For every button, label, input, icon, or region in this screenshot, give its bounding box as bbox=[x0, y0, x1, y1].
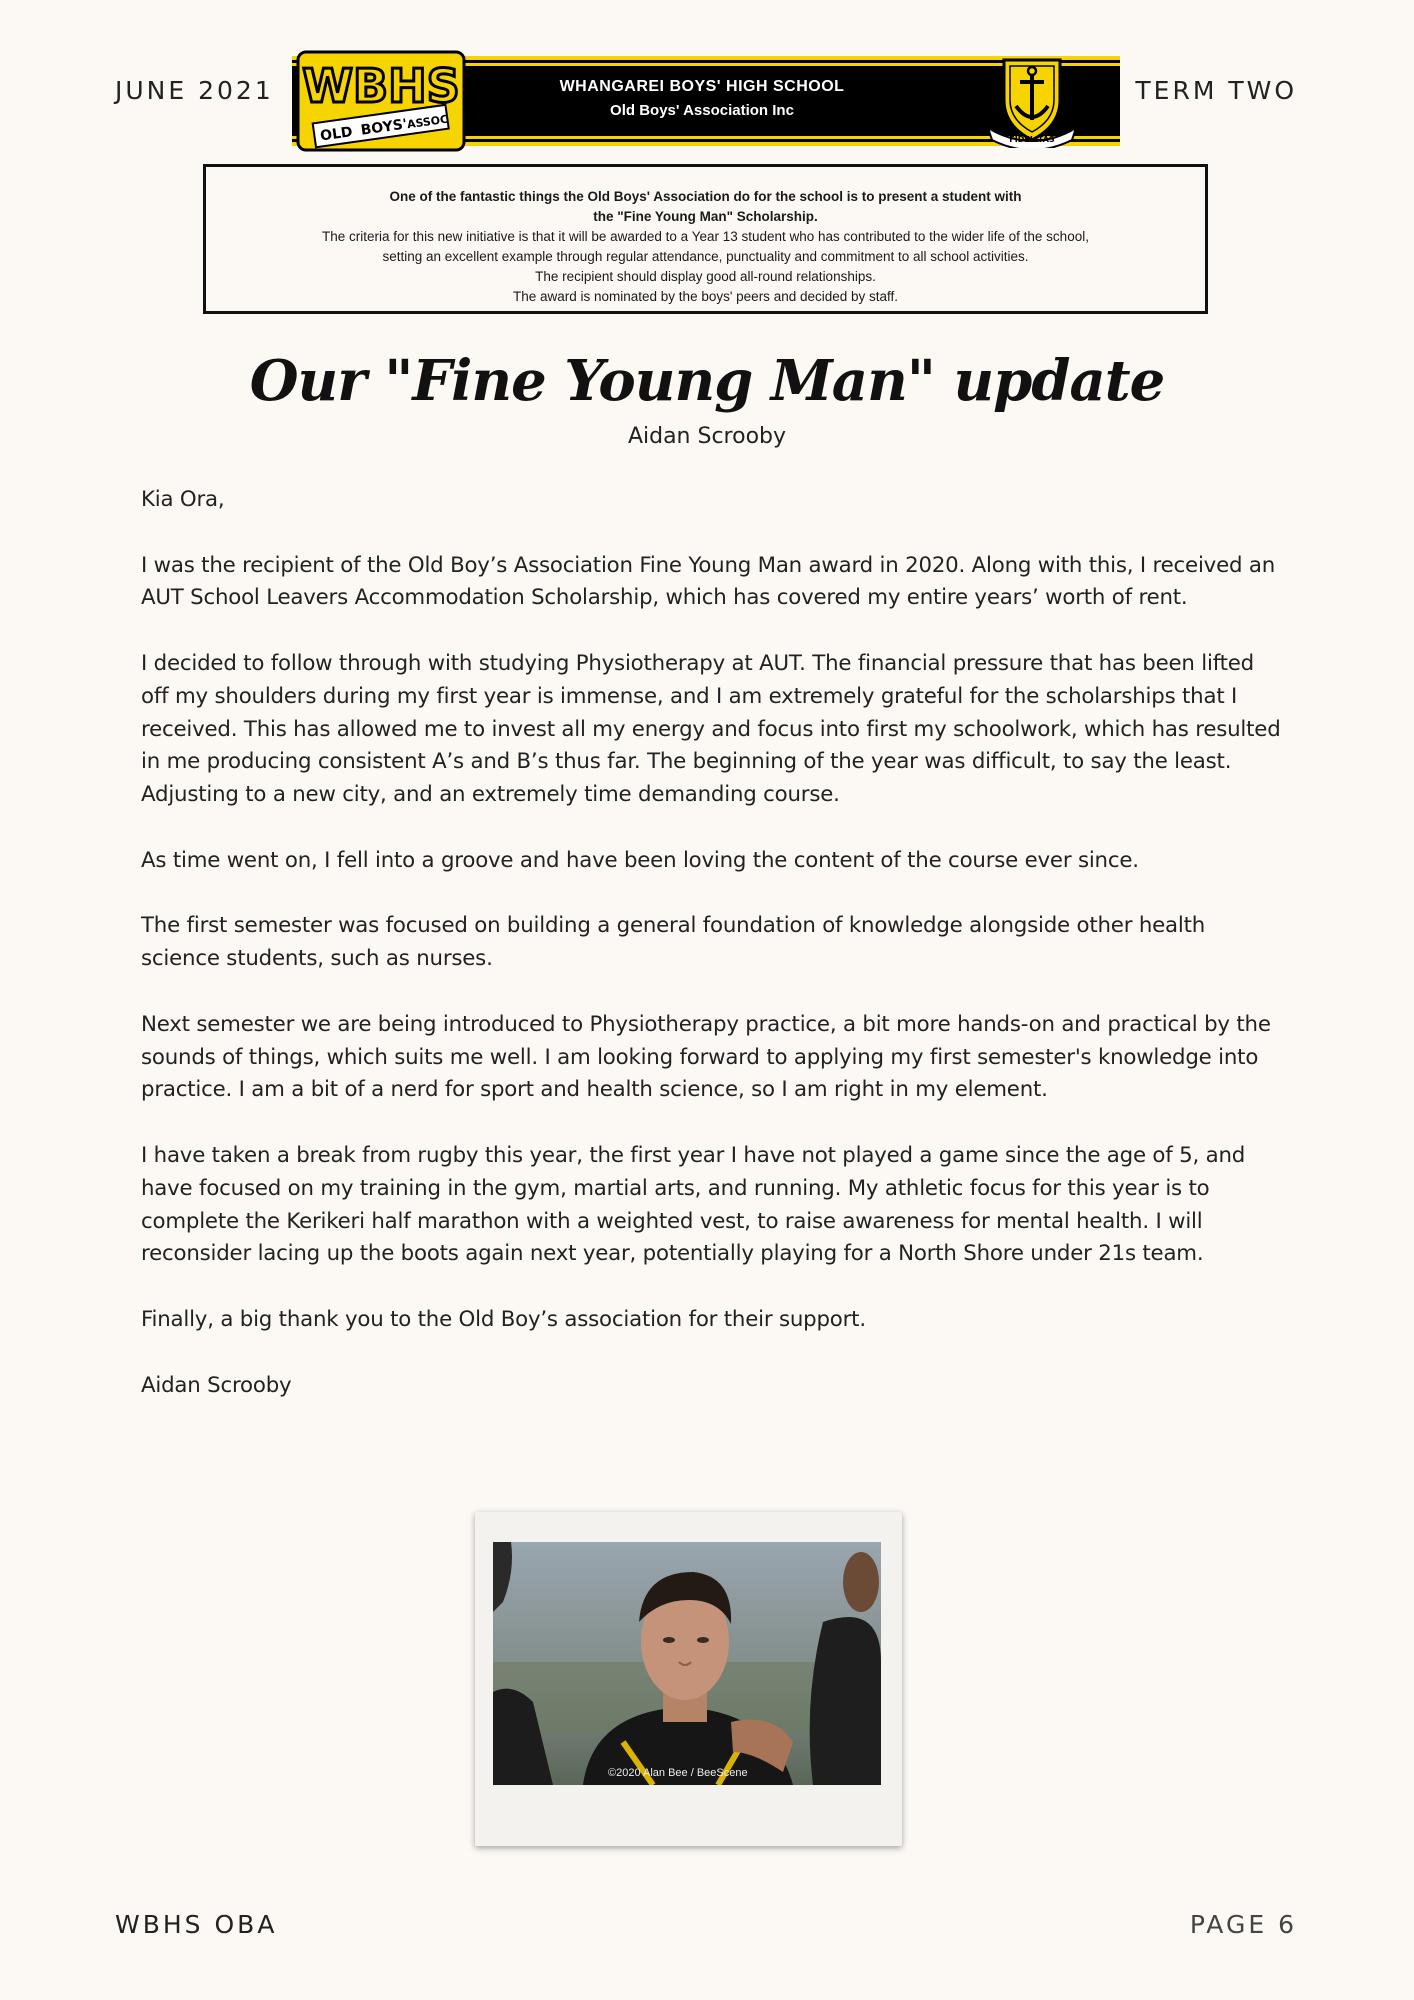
logo-sub-old: OLD bbox=[319, 124, 354, 145]
info-line-5: The recipient should display good all-round relationships. bbox=[535, 269, 876, 284]
portrait-photo bbox=[493, 1542, 881, 1785]
paragraph-first-semester: The first semester was focused on building a general foundation of knowledge alongside other health science students, such as nurses. bbox=[141, 913, 1206, 972]
paragraph-rugby: I have taken a break from rugby this year, the first year I have not played a game since the age of 5, and have focused on my training in the gym, martial arts, and running. My athletic focus for this year is to complete the Kerikeri half marathon with a weighted vest, to raise awareness for mental health. I will reconsider lacing up the boots again next year, potentially playing for a North Shore under 21s team. bbox=[141, 1142, 1246, 1267]
logo-sub-assoc: ASSOC bbox=[406, 112, 449, 132]
portrait-illustration bbox=[493, 1542, 881, 1785]
article-byline: Aidan Scrooby bbox=[627, 424, 787, 449]
info-line-6: The award is nominated by the boys' peers and decided by staff. bbox=[512, 289, 899, 304]
paragraph-award: I was the recipient of the Old Boy’s Association Fine Young Man award in 2020. Along with this, I received an AUT School Leavers Accommodation Scholarship, which has covered my entire years’ worth of rent. bbox=[141, 552, 1276, 611]
photo-credit: ©2020 Alan Bee / BeeScene bbox=[608, 1767, 748, 1779]
info-lead-line-2: the "Fine Young Man" Scholarship. bbox=[593, 209, 818, 224]
info-lead-line-1: One of the fantastic things the Old Boys' Association do for the school is to present a student with bbox=[389, 189, 1022, 204]
polaroid-photo-frame bbox=[475, 1512, 902, 1846]
info-line-4: setting an excellent example through regular attendance, punctuality and commitment to all school activities. bbox=[382, 249, 1029, 264]
paragraph-groove: As time went on, I fell into a groove and have been loving the content of the course ever since. bbox=[141, 847, 1139, 873]
footer-org: WBHS OBA bbox=[115, 1910, 278, 1939]
info-line-3: The criteria for this new initiative is that it will be awarded to a Year 13 student who has contributed to the wider life of the school, bbox=[322, 229, 1089, 244]
issue-term: TERM TWO bbox=[1135, 76, 1297, 105]
logo-text: WBHS bbox=[302, 59, 460, 113]
scholarship-info-box bbox=[203, 164, 1208, 314]
school-name: WHANGAREI BOYS' HIGH SCHOOL bbox=[559, 78, 845, 95]
paragraph-thanks: Finally, a big thank you to the Old Boy’s association for their support. bbox=[141, 1306, 866, 1332]
issue-date: JUNE 2021 bbox=[115, 76, 274, 105]
crest-motto: FIDELITAS bbox=[1009, 135, 1055, 144]
article-title: Our "Fine Young Man" update bbox=[249, 348, 1165, 414]
page-number: PAGE 6 bbox=[1189, 1910, 1297, 1939]
logo-sub-boys: BOYS' bbox=[359, 116, 409, 139]
paragraph-signature: Aidan Scrooby bbox=[141, 1372, 292, 1398]
paragraph-next-semester: Next semester we are being introduced to Physiotherapy practice, a bit more hands-on and practical by the sounds of things, which suits me well. I am looking forward to applying my first semester's knowledge into practice. I am a bit of a nerd for sport and health science, so I am right in my element. bbox=[141, 1011, 1271, 1103]
paragraph-study: I decided to follow through with studying Physiotherapy at AUT. The financial pressure that has been lifted off my shoulders during my first year is immense, and I am extremely grateful for the scholarships that I received. This has allowed me to invest all my energy and focus into first my schoolwork, which has resulted in me producing consistent A’s and B’s thus far. The beginning of the year was difficult, to say the least. Adjusting to a new city, and an extremely time demanding course. bbox=[141, 650, 1281, 808]
paragraph-greeting: Kia Ora, bbox=[141, 487, 225, 512]
header-banner bbox=[292, 56, 1120, 146]
school-crest-icon bbox=[982, 54, 1082, 148]
association-name: Old Boys' Association Inc bbox=[610, 102, 794, 119]
wbhs-logo bbox=[296, 50, 466, 152]
article-body bbox=[141, 484, 1283, 1435]
